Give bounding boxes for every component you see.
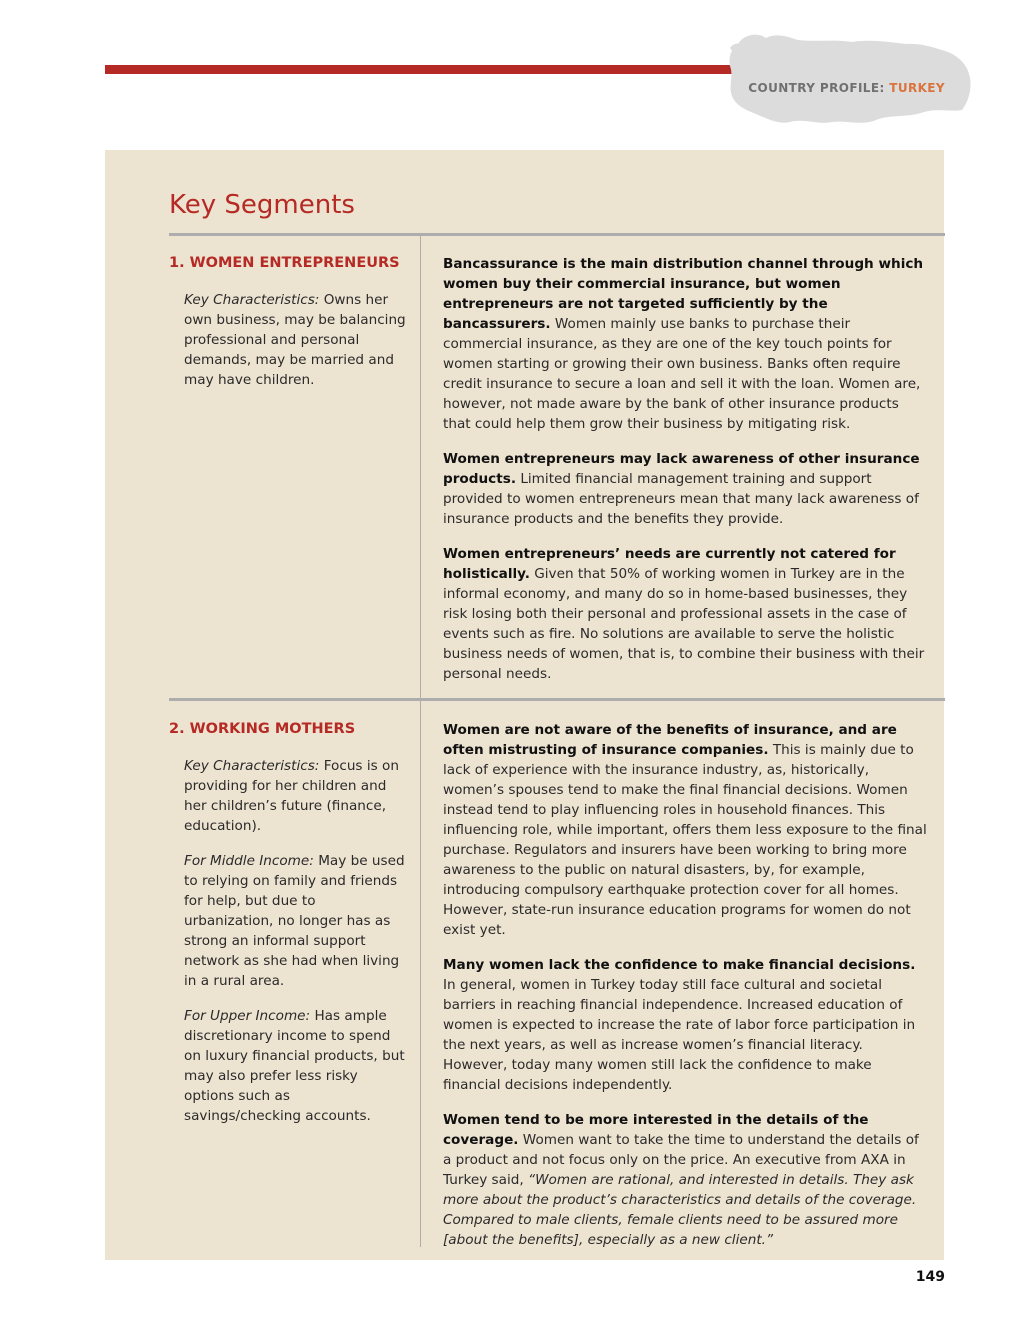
segment-heading-women-entrepreneurs: 1. WOMEN ENTREPRENEURS <box>169 255 400 271</box>
turkey-map-icon <box>724 30 974 130</box>
insight-text: Given that 50% of working women in Turkey are in the informal economy, and many do so in home-based businesses, they risk losing both their personal and professional assets in the case of events such as fire. No solutions are available to serve the holistic business needs of women, that is, to combine their business with their personal needs. <box>443 566 925 682</box>
insight-heading: Women entrepreneurs’ needs are currently not catered for holistically. <box>443 546 896 582</box>
insight-paragraph <box>443 720 928 940</box>
characteristic-paragraph <box>184 851 409 991</box>
characteristic-label: For Upper Income: <box>184 1008 311 1024</box>
insight-heading: Women are not aware of the benefits of insurance, and are often mistrusting of insurance companies. <box>443 722 897 758</box>
page-title: Key Segments <box>169 190 355 220</box>
insight-paragraph <box>443 254 928 434</box>
insight-text: Limited financial management training and support provided to women entrepreneurs mean that many lack awareness of insurance products and the benefits they provide. <box>443 471 919 527</box>
characteristic-label: For Middle Income: <box>184 853 314 869</box>
insight-heading: Many women lack the confidence to make financial decisions. <box>443 957 916 973</box>
insight-heading: Bancassurance is the main distribution channel through which women buy their commercial insurance, but women entrepreneurs are not targeted sufficiently by the bancassurers. <box>443 256 924 332</box>
insight-paragraph <box>443 449 928 529</box>
segment-characteristics <box>184 756 409 1141</box>
characteristic-paragraph <box>184 290 409 390</box>
characteristic-text: Focus is on providing for her children and her children’s future (finance, education). <box>184 758 399 834</box>
insight-text: This is mainly due to lack of experience with the insurance industry, as, historically, women’s spouses tend to make the final financial decisions. Women instead tend to play influencing roles in household finances. This influencing role, while important, offers them less exposure to the final purchase. Regulators and insurers have been working to bring more awareness to the public on natural disasters, by, for example, introducing compulsory earthquake protection cover for all homes. However, state-run insurance education programs for women do not exist yet. <box>443 742 927 938</box>
country-name: TURKEY <box>889 81 945 95</box>
characteristic-text: May be used to relying on family and friends for help, but due to urbanization, no longer has as strong an informal support network as she had when living in a rural area. <box>184 853 405 989</box>
column-divider-1 <box>420 236 421 698</box>
page-number: 149 <box>915 1269 945 1285</box>
segment-insights <box>443 254 928 699</box>
profile-label-text: COUNTRY PROFILE: <box>748 81 885 95</box>
characteristic-paragraph <box>184 1006 409 1126</box>
insight-paragraph <box>443 1110 928 1250</box>
insight-heading: Women entrepreneurs may lack awareness of other insurance products. <box>443 451 920 487</box>
country-profile-label <box>730 81 945 95</box>
characteristic-paragraph <box>184 756 409 836</box>
insight-text: Women want to take the time to understand the details of a product and not focus only on the price. An executive from AXA in Turkey said, <box>443 1132 919 1188</box>
insight-paragraph <box>443 955 928 1095</box>
insight-text: In general, women in Turkey today still face cultural and societal barriers in reaching financial independence. Increased education of women is expected to increase the rate of labor force participation in the next years, as well as increase women’s financial literacy. However, today many women still lack the confidence to make financial decisions independently. <box>443 977 916 1093</box>
insight-heading: Women tend to be more interested in the details of the coverage. <box>443 1112 869 1148</box>
characteristic-label: Key Characteristics: <box>184 292 320 308</box>
insight-text: Women mainly use banks to purchase their commercial insurance, as they are one of the key touch points for women starting or growing their own business. Banks often require credit insurance to secure a loan and sell it with the loan. Women are, however, not made aware by the bank of other insurance products that could help them grow their business by mitigating risk. <box>443 316 921 432</box>
insight-paragraph <box>443 544 928 684</box>
segment-insights <box>443 720 928 1265</box>
characteristic-text: Owns her own business, may be balancing professional and personal demands, may be married and may have children. <box>184 292 406 388</box>
section-divider-top <box>169 233 945 236</box>
executive-quote: “Women are rational, and interested in details. They ask more about the product’s characteristics and details of the coverage. Compared to male clients, female clients need to be assured more [about the benefits], especially as a new client.” <box>443 1172 917 1248</box>
characteristic-text: Has ample discretionary income to spend on luxury financial products, but may also prefer less risky options such as savings/checking accounts. <box>184 1008 405 1124</box>
column-divider-2 <box>420 701 421 1247</box>
segment-heading-working-mothers: 2. WORKING MOTHERS <box>169 721 356 737</box>
characteristic-label: Key Characteristics: <box>184 758 320 774</box>
segment-characteristics <box>184 290 409 405</box>
